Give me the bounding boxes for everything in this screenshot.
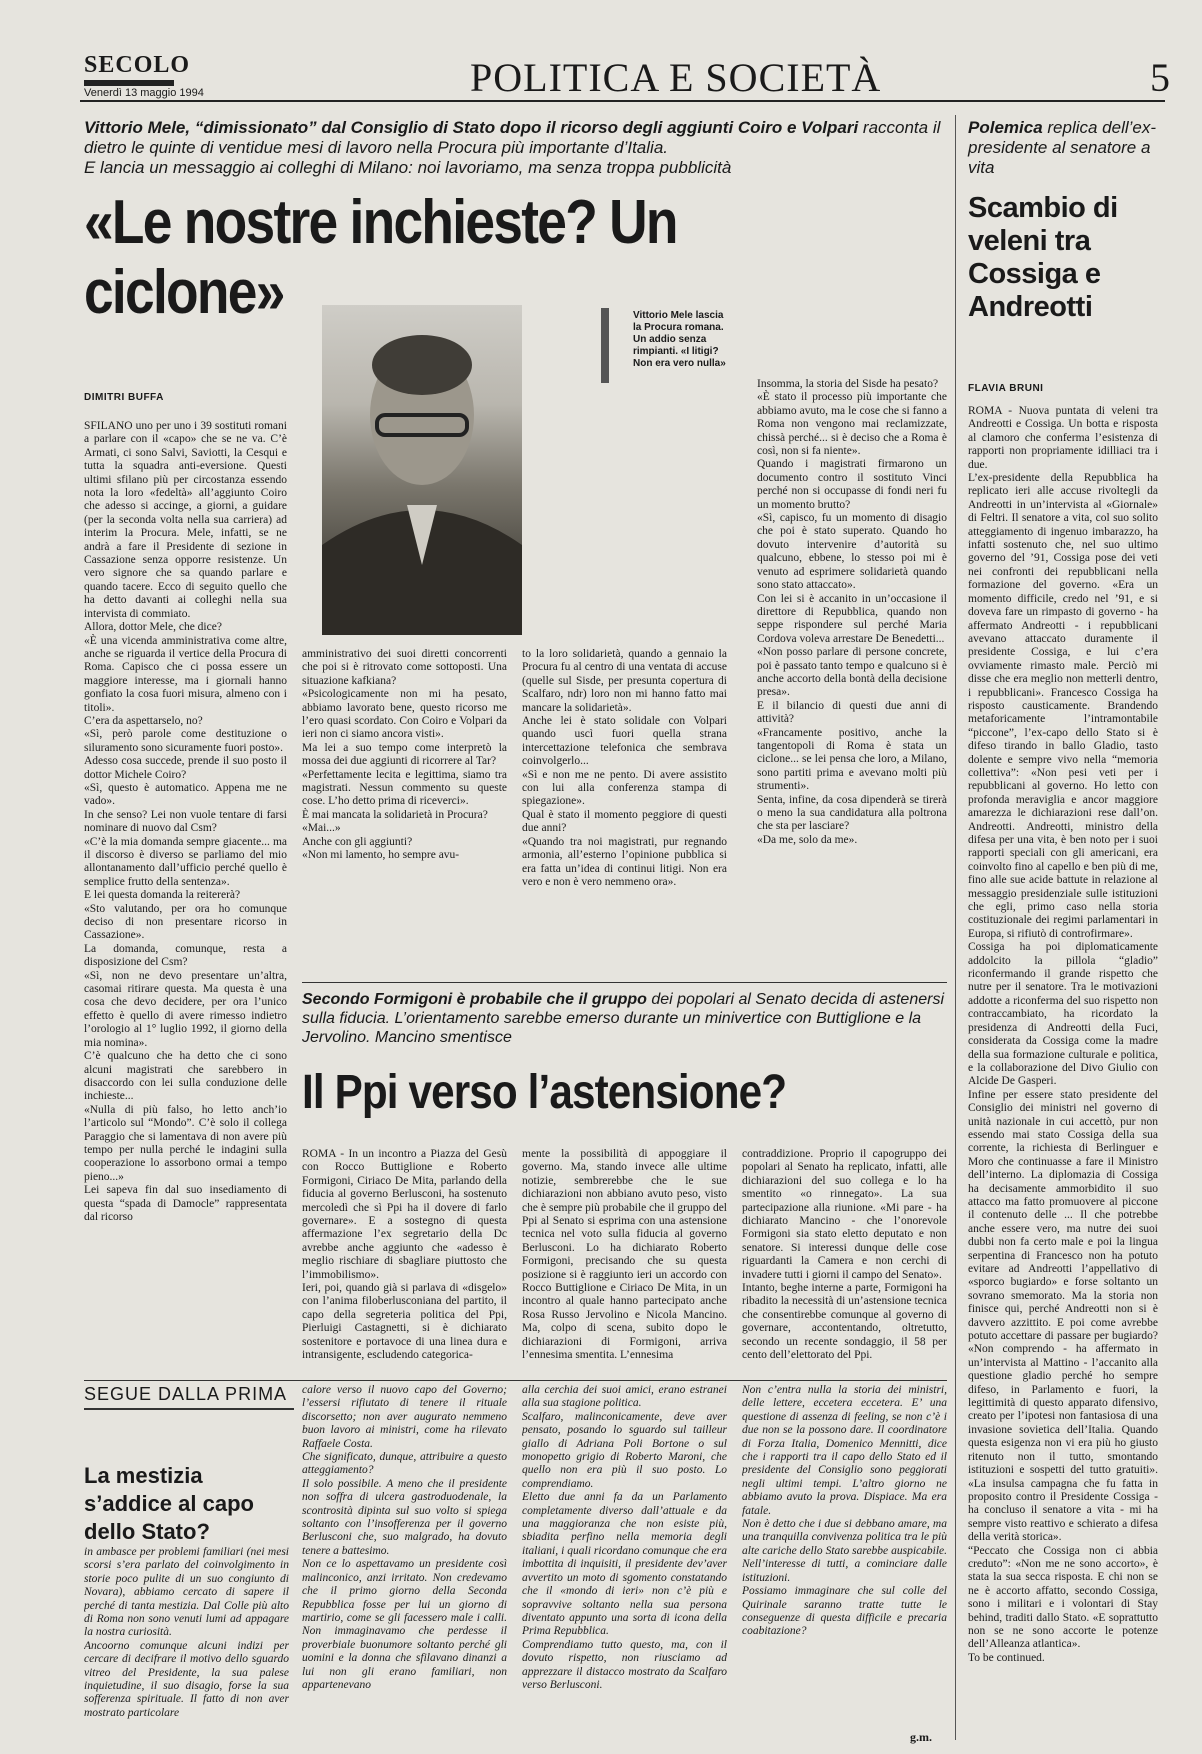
portrait-photo: [322, 305, 522, 635]
main-kicker: [84, 118, 944, 178]
sidebar-kicker-bold: Polemica: [968, 118, 1043, 137]
segue-signature: g.m.: [910, 1730, 932, 1744]
second-column-3: contraddizione. Proprio il capogruppo dei popolari al Senato ha replicato, infatti, alle dichiarazioni del suo collega e lo ha smentito «o rinnegato». La sua partecipazione alla riunione. «Mi pare - ha dichiarato Mancino - che l’onorevole Formigoni sia stato eletto deputato e non senatore. Si interessi dunque delle cose riguardanti la Camera e non cerchi di invadere tutti i giorni il campo del Senato». Intanto, beghe interne a parte, Formigoni ha ribadito la necessità di un’astensione tecnica che consentirebbe comunque al governo di governare, accontentando, oltretutto, secondo un recente sondaggio, il 58 per cento dell’elettorato del Ppi.: [742, 1148, 947, 1362]
main-kicker-rest: racconta il dietro le quinte di ventidue mesi di lavoro nella Procura più importante d’Italia. E lancia un messaggio ai colleghi di Milano: noi lavoriamo, ma senza troppa pubblicità: [84, 118, 941, 177]
photo-caption: Vittorio Mele lascia la Procura romana. Un addio senza rimpianti. «I litigi? Non era vero nulla»: [633, 310, 726, 369]
issue-date: Venerdì 13 maggio 1994: [84, 87, 204, 99]
sidebar-byline: FLAVIA BRUNI: [968, 383, 1044, 394]
main-column-4: Insomma, la storia del Sisde ha pesato? «È stato il processo più importante che abbiamo avuto, ma le cose che si fanno a Roma non vengono mai reclamizzate, chissà perché... si è deciso che a Roma è così, non si fa niente». Quando i magistrati firmarono un documento contro il sostituto Vinci perché non si occupasse di fondi neri fu un momento brutto? «Sì, capisco, fu un momento di disagio che poi è stato superato. Quando ho dovuto intervenire d’autorità su qualcuno, ebbene, lo stesso poi mi è venuto ad esprimere solidarietà quando sono stato attaccato». Con lei si è accanito in un’occasione il direttore di Repubblica, quando non seppe rispondere sul perché Maria Cordova voleva arrestare De Benedetti... «Non posso parlare di persone concrete, poi è passato tanto tempo e qualcuno si è anche accorto della bontà della decisione presa». E il bilancio di questi due anni di attività? «Francamente positivo, anche la tangentopoli di Roma è stata un ciclone... se lei pensa che loro, a Milano, sono partiti prima e avevano molti più strumenti». Senta, infine, da cosa dipenderà se tirerà o meno la sua candidatura alla poltrona che sta per lasciare? «Da me, solo da me».: [757, 378, 947, 846]
sidebar-kicker-rest: replica dell’ex-presidente al senatore a vita: [968, 118, 1157, 177]
segue-column-3: alla cerchia dei suoi amici, erano estranei alla sua stagione politica. Scalfaro, malinconicamente, deve aver pensato, posando lo sguardo sul tailleur giallo di Adriana Poli Bortone o sul monopetto grigio di Roberto Maroni, che quello non era più il suo posto. Lo comprendiamo. Eletto due anni fa da un Parlamento completamente diverso dall’attuale e da una maggioranza che non esiste più, sbiadita perfino nella memoria degli italiani, i quali ricordano comunque che era imbottita di inquisiti, il presidente dev’aver avvertito un moto di sgomento constatando che il «mondo di ieri» non c’è più e sopravvive soltanto nella sua persona diventato appunto una sorta di icona della Prima Repubblica. Comprendiamo tutto questo, ma, con il dovuto rispetto, non riusciamo ad apprezzare il distacco mostrato da Scalfaro verso Berlusconi.: [522, 1384, 727, 1691]
newspaper-logo: SECOLO: [84, 52, 191, 78]
sidebar-divider: [955, 115, 956, 1740]
second-column-1: ROMA - In un incontro a Piazza del Gesù con Rocco Buttiglione e Roberto Formigoni, Ciriaco De Mita, parlando della fiducia al governo Berlusconi, ha sostenuto mercoledì che sì Ppi ha il dovere di farlo governare». E a sostegno di questa affermazione l’ex segretario della Dc avrebbe anche aggiunto che «adesso è meglio rischiare di sbagliare piuttosto che l’immobilismo». Ieri, poi, quando già si parlava di «disgelo» con l’anima filoberlusconiana del partito, il capo della segreteria politica del Ppi, Pierluigi Castagnetti, si è dichiarato sostenitore e portavoce di una linea dura e intransigente, escludendo categorica-: [302, 1148, 507, 1362]
main-column-3: to la loro solidarietà, quando a gennaio la Procura fu al centro di una ventata di accuse (quelle sul Sisde, per presunta copertura di Scalfaro, ndr) loro non mi hanno fatto mai mancare la solidarietà». Anche lei è stato solidale con Volpari quando uscì fuori quella strana intercettazione telefonica che sembrava coinvolgerlo... «Sì e non me ne pento. Di avere assistito con lui alla conferenza stampa di spiegazione». Qual è stato il momento peggiore di questi due anni? «Quando tra noi magistrati, pur regnando armonia, all’esterno l’opinione pubblica si era fatta un’idea di continui litigi. Non era vero e non è vero nemmeno ora».: [522, 648, 727, 888]
page-number: 5: [1150, 55, 1170, 100]
segue-underline: [84, 1408, 294, 1410]
main-byline: DIMITRI BUFFA: [84, 392, 164, 403]
second-column-2: mente la possibilità di appoggiare il governo. Ma, stando invece alle ultime notizie, sembrerebbe che le sue dichiarazioni non abbiano avuto peso, visto che è sempre più probabile che il gruppo del Ppi al Senato si esprima con una astensione tecnica nel voto sulla fiducia al governo Berlusconi. Lo ha dichiarato Roberto Formigoni, precisando che su questa posizione si è raggiunto ieri un accordo con Rocco Buttiglione e Ciriaco De Mita, in un incontro al quale hanno partecipato anche Rosa Russo Jervolino e Nicola Mancino. Ma, colpo di scena, subito dopo le dichiarazioni di Formigoni, arriva l’ennesima smentita. L’ennesima: [522, 1148, 727, 1362]
sidebar-headline: Scambio di veleni tra Cossiga e Andreotti: [968, 192, 1118, 323]
sidebar-kicker: [968, 118, 1158, 178]
article-divider: [302, 982, 947, 983]
segue-column-2: calore verso il nuovo capo del Governo; l’essersi rifiutato di tenere il rituale discorsetto; non aver augurato nemmeno buon lavoro ai ministri, come ha rilevato Raffaele Costa. Che significato, dunque, attribuire a questo atteggiamento? Il solo possibile. A meno che il presidente non soffra di ulcera gastroduodenale, la scontrosità dipinta sul suo volto si spiega soltanto con l’insofferenza per il governo Berlusconi che, suo malgrado, ha dovuto tenere a battesimo. Non ce lo aspettavamo un presidente così malinconico, anzi irritato. Non credevamo che il primo giorno della Seconda Repubblica fosse per lui un giorno di martirio, come se gli facessero male i calli. Non immaginavamo che perdesse il proverbiale buonumore soltanto perché gli uomini e la donna che sfilavano dinanzi a lui non gli erano familiari, non appartenevano: [302, 1384, 507, 1691]
second-kicker-rest: dei popolari al Senato decida di astenersi sulla fiducia. L’orientamento sarebbe emerso durante un minivertice con Buttiglione e la Jervolino. Mancino smentisce: [302, 991, 944, 1046]
sidebar-body: ROMA - Nuova puntata di veleni tra Andreotti e Cossiga. Un botta e risposta al clamoro che conferma l’esistenza di rapporti non propriamente idilliaci tra i due. L’ex-presidente della Repubblica ha replicato ieri alle accuse rivoltegli da Andreotti in un’intervista al «Giornale» di Feltri. Il senatore a vita, col suo solito atteggiamento di ingenuo imbarazzo, ha infatti sostenuto che, nel suo ultimo governo del ’91, Cossiga pose dei veti nei confronti dei repubblicani nella formazione del governo. «Era un momento difficile, credo nel ’91, e si doveva fare un rimpasto di governo - ha affermato Andreotti - i repubblicani avevano attaccato duramente il presidente Cossiga, e lui c’era ovviamente rimasto male. Perciò mi disse che era meglio non metterli dentro, i repubblicani». Francesco Cossiga ha risposto causticamente. Brandendo metaforicamente l’intramontabile “piccone”, l’ex-capo dello Stato si è difeso tirando in ballo Gladio, tasto dolente e sempre vivo nella “memoria collettiva”: «Non pesi veti per i repubblicani al governo. Ho letto con profonda meraviglia e ancor maggiore amarezza le dichiarazioni rese dall’on. Andreotti. Andreotti, ministro della difesa per una vita, è ben noto per i suoi rapporti speciali con gli americani, era coinvolto fino al capello e ben più di me, fino alle sue acide battute in relazione al messaggio presidenziale sulle istituzioni che egli, primo caso nella storia costituzionale dei regimi parlamentari in Europa, si rifiutò di controfirmare». Cossiga ha poi diplomaticamente addolcito la pillola “gladio” riconfermando il grande rispetto che nutre per il senatore. Tra le motivazioni addotte a riconferma del suo rispetto non contraccambiato, ha ricordato la presidenza di Andreotti della Fuci, considerata da Cossiga come la madre della sua formazione culturale e politica, e la collaborazione del Divo Giulio con Alcide De Gasperi. Infine per essere stato presidente del Consiglio dei ministri nel governo di unità nazionale in cui accettò, pur non essendo mai stato Cossiga della sua corrente, la richiesta di Berlinguer e Moro che continuasse a fare il Ministro dell’interno. La diplomazia di Cossiga ha decisamente ammorbidito il suo attacco ma fatto promuovere al piccone il contenuto delle ... Il che potrebbe anche essere vero, ma nutre dei suoi dubbi non fa certo male e poi la lingua serpentina di Francesco non ha potuto evitare ad Andreotti l’appellativo di «sporco bugiardo» e forse soltanto un sovrano smemorato. Ma la storia non finisce qui, perché Andreotti non si è davvero azzittito. E poi come avrebbe potuto accettare di passare per bugiardo? «Non comprendo - ha affermato in un’intervista al Mattino - l’accanito alla questione gladio perché ho sempre difeso, in Parlamento e fuori, la legittimità di questo apparato difensivo, creato per l’ipotesi non fantasiosa di una invasione sovietica dell’Italia. Quando questa esigenza non vi era più ho giusto ritenuto non il tutto, smontando istituzioni e sospetti del tutto gratuiti». «La insulsa campagna che fu fatta in proposito contro il Presidente Cossiga - ha concluso il senatore a vita - mi ha sempre visto reattivo e schierato a difesa della verità storica». “Peccato che Cossiga non ci abbia creduto”: «Non me ne sono accorto», è stata la sua secca risposta. E chi non se ne è accorto affatto, secondo Cossiga, sono i militari e i volontari di Stay behind, traditi dallo Stato. «E soprattutto non se ne sono accorte le potenze dell’Alleanza atlantica». To be continued.: [968, 405, 1158, 1664]
main-column-2: amministrativo dei suoi diretti concorrenti che poi si è ritrovato come sottoposti. Una situazione kafkiana? «Psicologicamente non mi ha pesato, abbiamo lavorato bene, questo ricorso me l’ero quasi scordato. Con Coiro e Volpari da ieri non ci siamo ancora visti». Ma lei a suo tempo come interpretò la mossa dei due aggiunti di ricorrere al Tar? «Perfettamente lecita e legittima, siamo tra magistrati. Nessun commento su queste cose. L’ho detto prima di riceverci». È mai mancata la solidarietà in Procura? «Mai...» Anche con gli aggiunti? «Non mi lamento, ho sempre avu-: [302, 648, 507, 862]
second-kicker-bold: Secondo Formigoni è probabile che il gruppo: [302, 991, 647, 1008]
segue-headline: La mestizia s’addice al capo dello Stato?: [84, 1463, 254, 1544]
main-headline: «Le nostre inchieste? Un ciclone»: [84, 188, 677, 327]
second-headline: Il Ppi verso l’astensione?: [302, 1066, 787, 1119]
segue-label: SEGUE DALLA PRIMA: [84, 1384, 288, 1404]
segue-column-1: in ambasce per problemi familiari (nei mesi scorsi s’era parlato del coinvolgimento in storie poco pulite di un suo congiunto di Novara), abbiamo cercato di sapere il perché di tanta mestizia. Dal Colle più alto di Roma non sono venuti lumi ad appagare la nostra curiosità. Ancoorno comunque alcuni indizi per cercare di decifrare il motivo dello sguardo vitreo del Presidente, la sua palese inquietudine, il suo disagio, forse la sua sofferenza spirituale. Il fatto di non aver mostrato particolare: [84, 1546, 289, 1719]
main-kicker-bold: Vittorio Mele, “dimissionato” dal Consiglio di Stato dopo il ricorso degli aggiunti Coiro e Volpari: [84, 118, 859, 137]
segue-divider: [84, 1380, 947, 1381]
section-title: POLITICA E SOCIETÀ: [470, 55, 882, 100]
main-column-1: SFILANO uno per uno i 39 sostituti romani a parlare con il «capo» che se ne va. C’è Armati, ci sono Salvi, Saviotti, la Cesqui e tutta la squadra anti-eversione. Questi ultimi sfilano più per circostanza essendo nota la loro «fedeltà» all’aggiunto Coiro che adesso si accinge, a giorni, a guidare (per la seconda volta nella sua carriera) ad interim la Procura. Mele, infatti, se ne andrà a fare il Presidente di sezione in Cassazione senza opporre resistenze. Un vero signore che sa quando parlare e quando tacere. Ecco di seguito quello che ha detto davanti ai colleghi nella sua intervista di commiato. Allora, dottor Mele, che dice? «È una vicenda amministrativa come altre, anche se riguarda il vertice della Procura di Roma. Capisco che ci possa essere un maggiore interesse, ma i giornali hanno gonfiato la cosa fuori misura, almeno con i titoli». C’era da aspettarselo, no? «Sì, però parole come destituzione o siluramento sono sicuramente fuori posto». Adesso cosa succede, prende il suo posto il dottor Michele Coiro? «Sì, questo è automatico. Appena me ne vado». In che senso? Lei non vuole tentare di farsi nominare di nuovo dal Csm? «C’è la mia domanda sempre giacente... ma il discorso è diverso se parliamo del mio allontanamento dall’ufficio perché quello è semplice frutto della sentenza». E lei questa domanda la reitererà? «Sto valutando, per ora ho comunque deciso di non presentare ricorso in Cassazione». La domanda, comunque, resta a disposizione del Csm? «Sì, non ne devo presentare un’altra, casomai ritirare questa. Ma questa è una cosa che devo decidere, per ora l’unico effetto è quello di avere rimesso indietro l’orologio al 1° luglio 1992, il giorno della mia nomina». C’è qualcuno che ha detto che ci sono alcuni magistrati che sarebbero in disaccordo con lei sulla conduzione delle inchieste... «Nulla di più falso, ho letto anch’io l’articolo sul “Mondo”. C’è solo il collega Paraggio che si lamentava di non avere più tempo per nulla perché le indagini sulla cooperazione lo assorbono ormai a tempo pieno...» Lei sapeva fin dal suo insediamento di questa “spada di Damocle” rappresentata dal ricorso: [84, 420, 287, 1223]
logo-underline: [84, 80, 174, 86]
segue-column-4: Non c’entra nulla la storia dei ministri, delle lettere, eccetera eccetera. E’ una questione di assenza di feeling, se non c’è i due non se la possono dare. Il coordinatore di Forza Italia, Domenico Mennitti, dice che i rapporti tra il capo dello Stato ed il presidente del Consiglio sono peggiorati negli ultimi tempi. L’altro giorno ne abbiamo avuto la prova. Dispiace. Ma era fatale. Non è detto che i due si debbano amare, ma una tranquilla convivenza politica tra le più alte cariche dello Stato sarebbe auspicabile. Nell’interesse di tutti, a cominciare dalle istituzioni. Possiamo immaginare che sul colle del Quirinale saranno tratte tutte le conseguenze di questa difficile e precaria coabitazione?: [742, 1384, 947, 1638]
caption-bar: [601, 308, 609, 383]
second-kicker: [302, 990, 947, 1047]
